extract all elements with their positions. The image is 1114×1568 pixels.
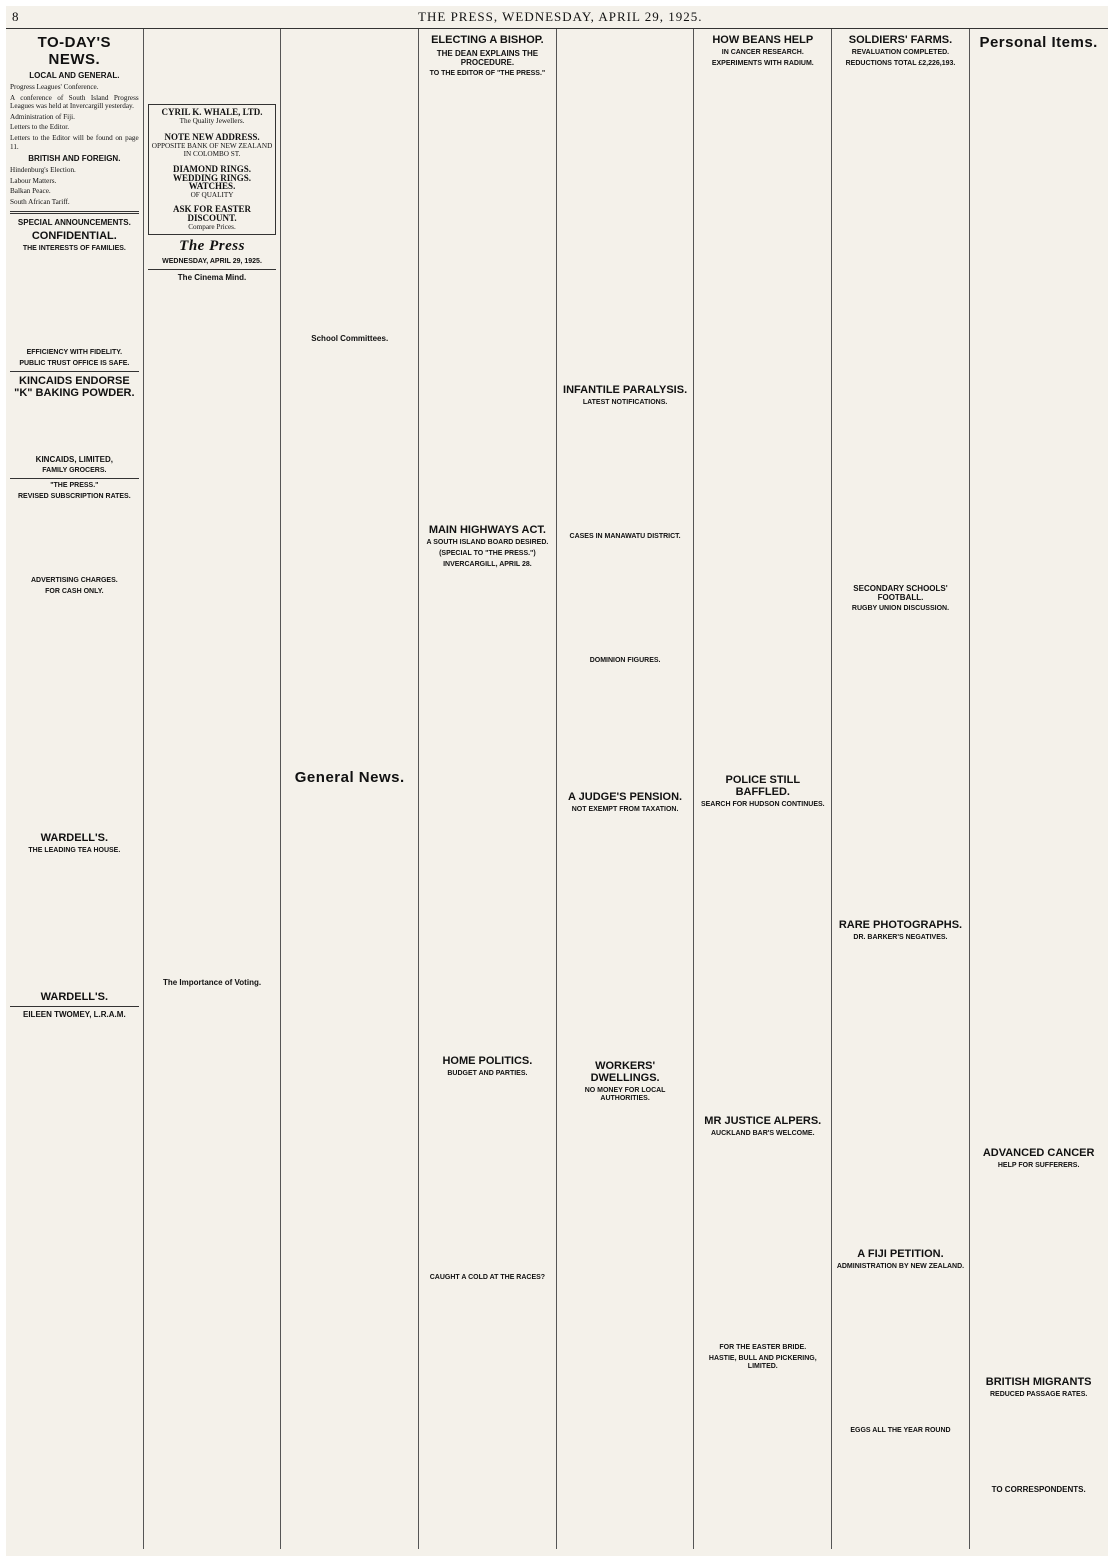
newspaper-page <box>6 6 1108 1556</box>
cases-heading: CASES IN MANAWATU DISTRICT. <box>569 533 681 540</box>
column-4 <box>419 29 557 1549</box>
wardells-heading: WARDELL'S. <box>40 831 109 844</box>
discount-line: ASK FOR EASTER DISCOUNT. <box>173 204 252 223</box>
reductions-heading: REDUCTIONS TOTAL £2,226,193. <box>845 60 956 67</box>
special-announcements-heading: SPECIAL ANNOUNCEMENTS. <box>17 217 131 227</box>
quality-line: OF QUALITY <box>190 190 234 199</box>
efficiency-heading: EFFICIENCY WITH FIDELITY. <box>26 348 123 356</box>
compare-line: Compare Prices. <box>188 222 236 231</box>
dateline: INVERCARGILL, APRIL 28. <box>443 561 532 568</box>
news-item: Administration of Fiji. <box>10 112 75 121</box>
auckland-heading: AUCKLAND BAR'S WELCOME. <box>711 1130 815 1137</box>
special-line: (SPECIAL TO "THE PRESS.") <box>439 550 536 557</box>
school-heading: School Committees. <box>311 334 389 343</box>
personal-heading: Personal Items. <box>979 34 1098 51</box>
families-heading: THE INTERESTS OF FAMILIES. <box>22 244 126 252</box>
news-item: South African Tariff. <box>10 197 70 206</box>
exempt-heading: NOT EXEMPT FROM TAXATION. <box>571 806 679 813</box>
local-general-heading: LOCAL AND GENERAL. <box>29 71 120 80</box>
migrants-heading: BRITISH MIGRANTS <box>985 1376 1092 1388</box>
workers-heading: WORKERS' DWELLINGS. <box>590 1060 660 1084</box>
address-notice: NOTE NEW ADDRESS. <box>164 132 260 143</box>
column-1 <box>6 29 144 1549</box>
cancer-heading: IN CANCER RESEARCH. <box>721 49 804 56</box>
trust-heading: PUBLIC TRUST OFFICE IS SAFE. <box>19 359 130 367</box>
hastie-heading: HASTIE, BULL AND PICKERING, LIMITED. <box>708 1355 817 1370</box>
passage-heading: REDUCED PASSAGE RATES. <box>989 1391 1088 1398</box>
farms-heading: SOLDIERS' FARMS. <box>848 34 953 46</box>
cinema-heading: The Cinema Mind. <box>177 273 247 283</box>
tea-heading: THE LEADING TEA HOUSE. <box>28 846 121 854</box>
alpers-heading: MR JUSTICE ALPERS. <box>704 1115 822 1127</box>
rugby-heading: RUGBY UNION DISCUSSION. <box>851 605 950 612</box>
revaluation-heading: REVALUATION COMPLETED. <box>851 49 950 56</box>
news-item: Letters to the Editor will be found on page 11. <box>10 133 139 151</box>
british-foreign-heading: BRITISH AND FOREIGN. <box>28 154 121 164</box>
admin-heading: ADMINISTRATION BY NEW ZEALAND. <box>836 1263 965 1270</box>
cash-heading: FOR CASH ONLY. <box>45 587 104 595</box>
grocers: FAMILY GROCERS. <box>42 466 107 474</box>
search-heading: SEARCH FOR HUDSON CONTINUES. <box>700 801 825 808</box>
masthead-title: THE PRESS, WEDNESDAY, APRIL 29, 1925. <box>418 9 703 24</box>
wardells-footer: WARDELL'S. <box>40 990 109 1003</box>
fiji-heading: A FIJI PETITION. <box>857 1248 944 1260</box>
news-item: A conference of South Island Progress Leagues was held at Invercargill yesterday. <box>10 93 139 111</box>
todays-news-heading: TO-DAY'S NEWS. <box>37 34 112 68</box>
home-heading: HOME POLITICS. <box>442 1055 533 1067</box>
bishop-heading: ELECTING A BISHOP. <box>431 34 544 46</box>
beans-heading: HOW BEANS HELP <box>712 34 814 46</box>
address-line: OPPOSITE BANK OF NEW ZEALAND IN COLOMBO ST. <box>151 141 273 159</box>
dean-heading: THE DEAN EXPLAINS THE PROCEDURE. <box>436 49 539 67</box>
nomoney-heading: NO MONEY FOR LOCAL AUTHORITIES. <box>584 1087 666 1102</box>
help-heading: HELP FOR SUFFERERS. <box>997 1162 1080 1169</box>
kincaids-ltd: KINCAIDS, LIMITED, <box>35 454 114 464</box>
eggs-heading: EGGS ALL THE YEAR ROUND <box>850 1427 951 1434</box>
rings-line: DIAMOND RINGS. WEDDING RINGS. WATCHES. <box>173 163 252 192</box>
board-heading: A SOUTH ISLAND BOARD DESIRED. <box>426 539 549 546</box>
police-heading: POLICE STILL BAFFLED. <box>725 774 801 798</box>
column-5 <box>557 29 695 1549</box>
column-8 <box>970 29 1108 1549</box>
column-2 <box>144 29 282 1549</box>
news-item: Hindenburg's Election. <box>10 166 76 175</box>
radium-heading: EXPERIMENTS WITH RADIUM. <box>711 60 814 67</box>
page-number: 8 <box>12 9 19 24</box>
whale-title: CYRIL K. WHALE, LTD. <box>161 107 263 117</box>
corresp-heading: TO CORRESPONDENTS. <box>991 1485 1086 1494</box>
general-news-heading: General News. <box>294 769 405 786</box>
masthead <box>6 6 1108 29</box>
infantile-heading: INFANTILE PARALYSIS. <box>563 384 688 396</box>
caught-heading: CAUGHT A COLD AT THE RACES? <box>429 1274 546 1281</box>
news-item: Labour Matters. <box>10 176 57 185</box>
to-editor: TO THE EDITOR OF "THE PRESS." <box>429 70 546 77</box>
news-item: Progress Leagues' Conference. <box>10 83 99 91</box>
football-heading: SECONDARY SCHOOLS' FOOTBALL. <box>853 584 948 602</box>
adv-heading: ADVERTISING CHARGES. <box>30 576 118 584</box>
photos-heading: RARE PHOTOGRAPHS. <box>838 919 963 931</box>
easter-heading: FOR THE EASTER BRIDE. <box>719 1344 807 1351</box>
kincaids-heading: KINCAIDS ENDORSE "K" BAKING POWDER. <box>14 374 135 399</box>
column-3 <box>281 29 419 1549</box>
press-rates: "THE PRESS." <box>50 481 99 489</box>
confidential-heading: CONFIDENTIAL. <box>31 229 117 242</box>
paper-logo: The Press <box>179 238 245 255</box>
voting-heading: The Importance of Voting. <box>162 978 262 988</box>
cancer-heading: ADVANCED CANCER <box>982 1147 1095 1159</box>
dominion-heading: DOMINION FIGURES. <box>589 657 661 664</box>
budget-heading: BUDGET AND PARTIES. <box>447 1070 528 1077</box>
whale-subtitle: The Quality Jewellers. <box>179 116 245 125</box>
barker-heading: DR. BARKER'S NEGATIVES. <box>853 934 948 941</box>
editorial-date: WEDNESDAY, APRIL 29, 1925. <box>162 258 262 266</box>
latest-heading: LATEST NOTIFICATIONS. <box>582 399 668 406</box>
judge-heading: A JUDGE'S PENSION. <box>568 791 683 803</box>
news-item: Balkan Peace. <box>10 187 51 196</box>
eileen-heading: EILEEN TWOMEY, L.R.A.M. <box>23 1009 126 1019</box>
highways-heading: MAIN HIGHWAYS ACT. <box>428 524 546 536</box>
column-6 <box>694 29 832 1549</box>
rates-heading: REVISED SUBSCRIPTION RATES. <box>18 492 131 500</box>
whale-ad <box>148 104 277 235</box>
news-item: Letters to the Editor. <box>10 123 70 132</box>
column-7 <box>832 29 970 1549</box>
